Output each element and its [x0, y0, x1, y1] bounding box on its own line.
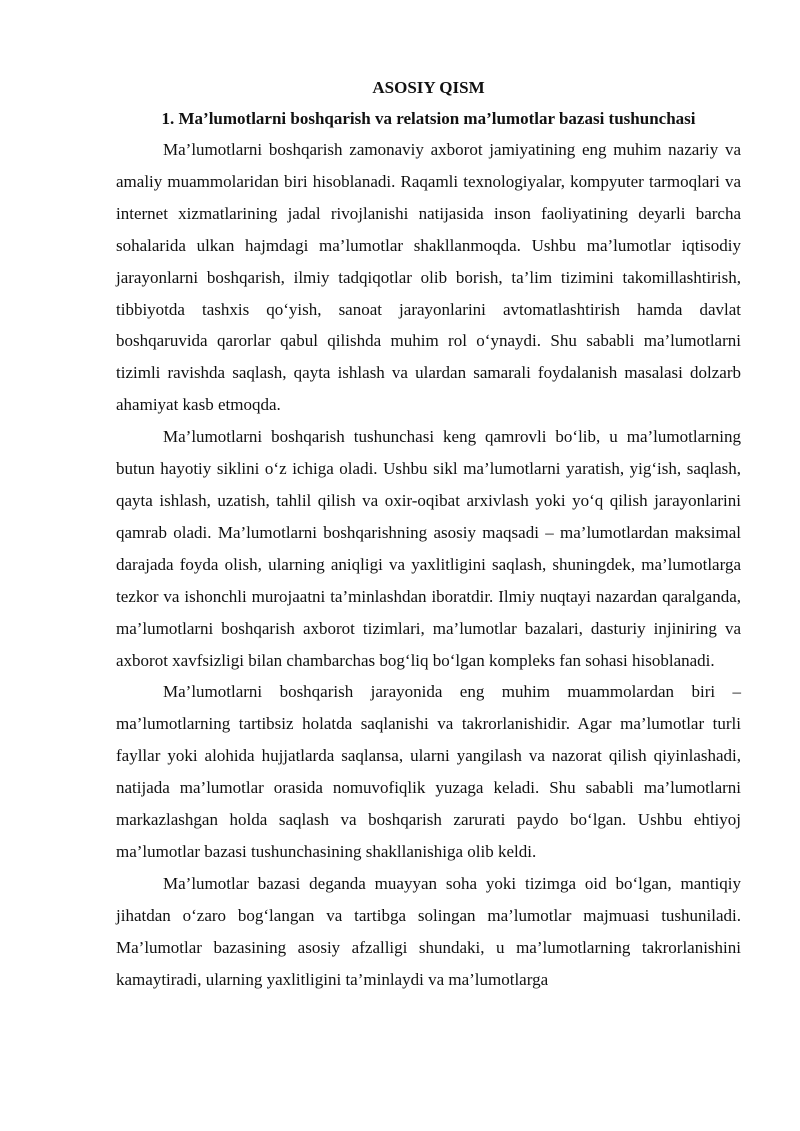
- subsection-title: 1. Ma’lumotlarni boshqarish va relatsion ma’lumotlar bazasi tushunchasi: [161, 109, 696, 128]
- paragraph-2: Ma’lumotlarni boshqarish tushunchasi keng qamrovli bo‘lib, u ma’lumotlarning butun hayotiy siklini o‘z ichiga oladi. Ushbu sikl ma’lumotlarni yaratish, yig‘ish, saqlash, qayta ishlash, uzatish, tahlil qilish va oxir-oqibat arxivlash yoki yo‘q qilish jarayonlarini qamrab oladi. Ma’lumotlarni boshqarishning asosiy maqsadi – ma’lumotlardan maksimal darajada foyda olish, ularning aniqligi va yaxlitligini saqlash, shuningdek, ma’lumotlarga tezkor va ishonchli murojaatni ta’minlashdan iboratdir. Ilmiy nuqtayi nazardan qaralganda, ma’lumotlarni boshqarish axborot tizimlari, ma’lumotlar bazalari, dasturiy injiniring va axborot xavfsizligi bilan chambarchas bog‘liq bo‘lgan kompleks fan sohasi hisoblanadi.: [116, 427, 741, 670]
- paragraph-1: Ma’lumotlarni boshqarish zamonaviy axborot jamiyatining eng muhim nazariy va amaliy muammolaridan biri hisoblanadi. Raqamli texnologiyalar, kompyuter tarmoqlari va internet xizmatlarining jadal rivojlanishi natijasida inson faoliyatining deyarli barcha sohalarida ulkan hajmdagi ma’lumotlar shakllanmoqda. Ushbu ma’lumotlar iqtisodiy jarayonlarni boshqarish, ilmiy tadqiqotlar olib borish, ta’lim tizimini takomillashtirish, tibbiyotda tashxis qo‘yish, sanoat jarayonlarini avtomatlashtirish hamda davlat boshqaruvida qarorlar qabul qilishda muhim rol o‘ynaydi. Shu sababli ma’lumotlarni tizimli ravishda saqlash, qayta ishlash va ulardan samarali foydalanish masalasi dolzarb ahamiyat kasb etmoqda.: [116, 140, 741, 415]
- page-body: [116, 72, 741, 995]
- section-title: ASOSIY QISM: [372, 78, 485, 97]
- paragraph-4: Ma’lumotlar bazasi deganda muayyan soha yoki tizimga oid bo‘lgan, mantiqiy jihatdan o‘zaro bog‘langan va tartibga solingan ma’lumotlar majmuasi tushuniladi. Ma’lumotlar bazasining asosiy afzalligi shundaki, u ma’lumotlarning takrorlanishini kamaytiradi, ularning yaxlitligini ta’minlaydi va ma’lumotlarga: [116, 873, 741, 989]
- paragraph-3: Ma’lumotlarni boshqarish jarayonida eng muhim muammolardan biri – ma’lumotlarning tartibsiz holatda saqlanishi va takrorlanishidir. Agar ma’lumotlar turli fayllar yoki alohida hujjatlarda saqlansa, ularni yangilash va nazorat qilish qiyinlashadi, natijada ma’lumotlar orasida nomuvofiqlik yuzaga keladi. Shu sababli ma’lumotlarni markazlashgan holda saqlash va boshqarish zarurati paydo bo‘lgan. Ushbu ehtiyoj ma’lumotlar bazasi tushunchasining shakllanishiga olib keldi.: [116, 682, 741, 861]
